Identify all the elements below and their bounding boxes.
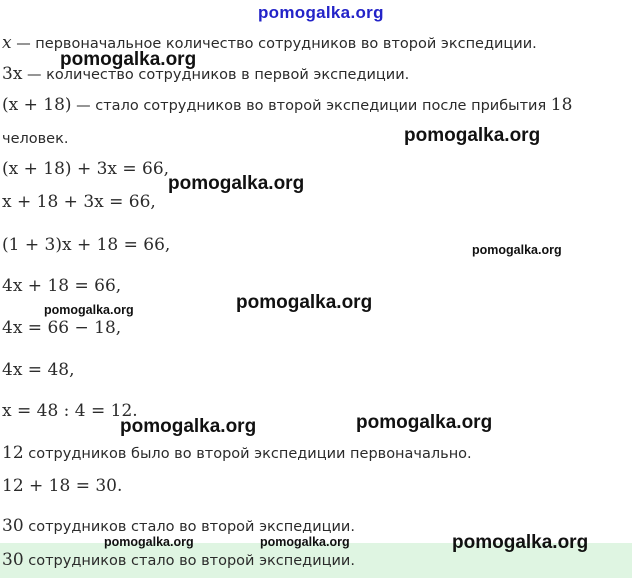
continuation-text: человек. <box>2 131 69 147</box>
definition-continuation <box>2 128 68 149</box>
equation-2: x + 18 + 3x = 66, <box>2 192 156 212</box>
equation-8: 12 + 18 = 30. <box>2 476 123 496</box>
result-text-initial: сотрудников было во второй экспедиции первоначально. <box>23 446 472 462</box>
result-text-final: сотрудников стало во второй экспедиции. <box>23 519 355 535</box>
variable-x-plus-18: (x + 18) <box>2 95 72 115</box>
watermark: pomogalka.org <box>260 535 350 549</box>
watermark: pomogalka.org <box>104 535 194 549</box>
equation-5: 4x = 66 − 18, <box>2 318 122 338</box>
equation-3: (1 + 3)x + 18 = 66, <box>2 235 171 255</box>
definition-text-x-plus-18: — стало сотрудников во второй экспедиции после прибытия <box>71 98 551 114</box>
watermark: pomogalka.org <box>356 412 493 433</box>
result-line-final <box>2 516 355 537</box>
result-number-12: 12 <box>2 443 24 463</box>
definition-text-3x: — количество сотрудников в первой экспедиции. <box>22 67 410 83</box>
variable-x: x <box>2 33 12 53</box>
watermark: pomogalka.org <box>452 532 589 553</box>
answer-text: сотрудников стало во второй экспедиции. <box>23 553 355 569</box>
answer-number-30: 30 <box>2 550 24 570</box>
equation-4: 4x + 18 = 66, <box>2 276 122 296</box>
result-number-30: 30 <box>2 516 24 536</box>
equation-6: 4x = 48, <box>2 360 75 380</box>
watermark: pomogalka.org <box>236 292 373 313</box>
variable-3x: 3x <box>2 64 23 84</box>
equation-1: (x + 18) + 3x = 66, <box>2 159 170 179</box>
watermark: pomogalka.org <box>404 125 541 146</box>
watermark: pomogalka.org <box>120 416 257 437</box>
number-18: 18 <box>550 95 573 115</box>
equation-7: x = 48 : 4 = 12. <box>2 401 138 421</box>
watermark-top: pomogalka.org <box>258 3 384 22</box>
watermark: pomogalka.org <box>44 303 134 317</box>
definition-text-x: — первоначальное количество сотрудников во второй экспедиции. <box>11 36 537 52</box>
definition-line-x-plus-18 <box>2 95 572 116</box>
result-line-initial <box>2 443 472 464</box>
answer-line <box>2 550 355 571</box>
watermark: pomogalka.org <box>472 243 562 257</box>
watermark: pomogalka.org <box>168 173 305 194</box>
watermark: pomogalka.org <box>60 49 197 70</box>
